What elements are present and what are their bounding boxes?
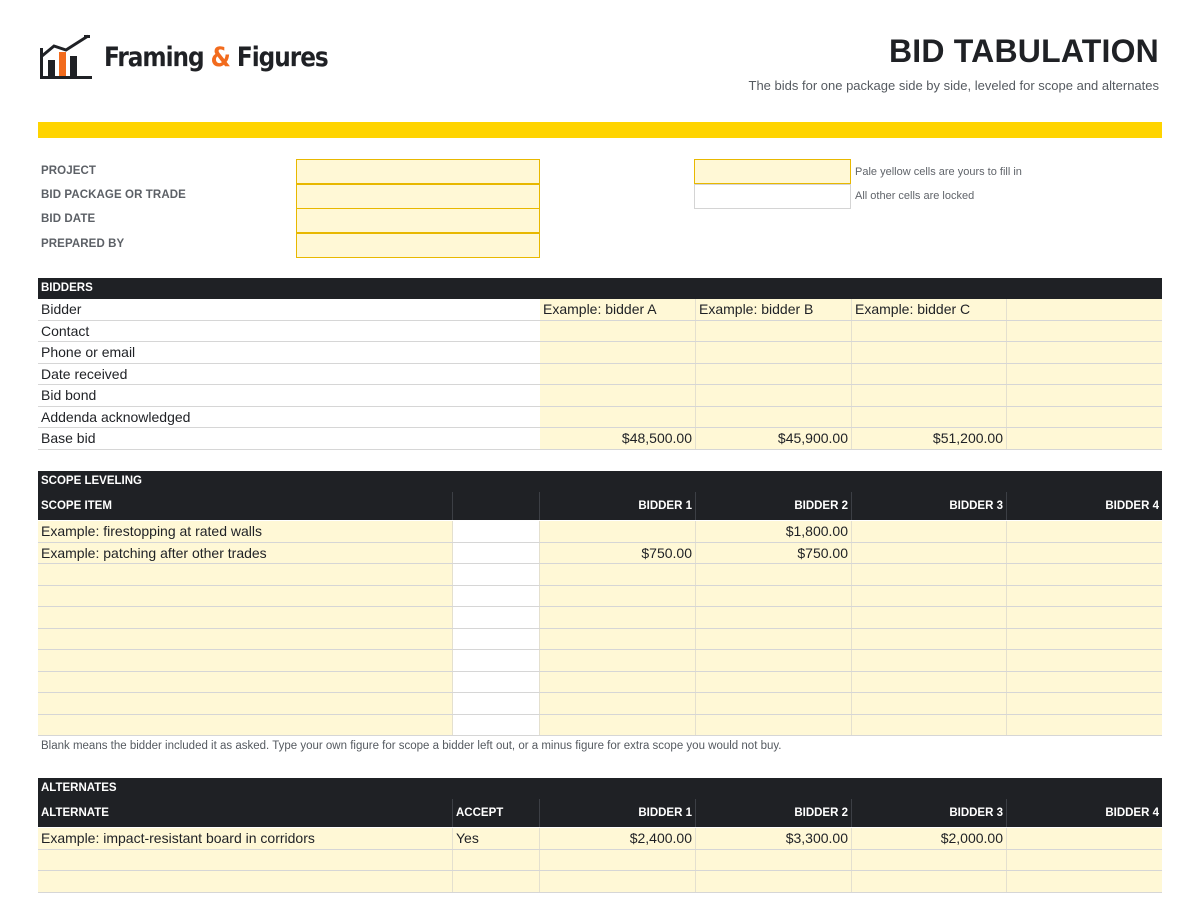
- col-bidder-1: BIDDER 1: [540, 799, 696, 827]
- bidder-1-cell[interactable]: [540, 672, 696, 693]
- col-bidder-4: BIDDER 4: [1105, 500, 1159, 512]
- bidder-1-cell[interactable]: [540, 871, 696, 892]
- scope-item-cell[interactable]: [38, 715, 453, 736]
- addenda-row-label: Addenda acknowledged: [38, 407, 540, 428]
- bidder-2-cell[interactable]: $750.00: [696, 543, 852, 564]
- brand-name: Framing & Figures: [104, 41, 328, 73]
- scope-spacer-cell: [453, 607, 540, 628]
- bidder-4-cell[interactable]: [1007, 871, 1162, 892]
- page-subtitle: The bids for one package side by side, leveled for scope and alternates: [748, 78, 1159, 93]
- alternate-item-cell[interactable]: Example: impact-resistant board in corridors: [38, 828, 453, 849]
- bidders-section-header: BIDDERS: [38, 278, 1162, 299]
- bidder-1-cell[interactable]: [540, 586, 696, 607]
- bidder-3-addenda[interactable]: [852, 407, 1007, 428]
- bidder-4-cell[interactable]: [1007, 607, 1162, 628]
- bidder-2-base-bid[interactable]: $45,900.00: [696, 428, 852, 449]
- bidder-2-date-received[interactable]: [696, 364, 852, 385]
- bidder-4-contact[interactable]: [1007, 321, 1162, 342]
- table-row: [38, 299, 1162, 321]
- scope-table-header: [38, 492, 1162, 520]
- col-bidder-3: BIDDER 3: [852, 492, 1007, 520]
- table-row: [38, 586, 1162, 608]
- bidder-3-cell[interactable]: [852, 586, 1007, 607]
- table-row: [38, 521, 1162, 543]
- header-divider-band: [38, 122, 1162, 138]
- bid-date-field[interactable]: [296, 208, 540, 233]
- bidder-1-bid-bond[interactable]: [540, 385, 696, 406]
- scope-spacer-cell: [453, 586, 540, 607]
- bidder-3-cell[interactable]: [852, 850, 1007, 871]
- bidder-3-cell[interactable]: [852, 715, 1007, 736]
- bidder-3-cell[interactable]: [852, 607, 1007, 628]
- bidder-2-addenda[interactable]: [696, 407, 852, 428]
- bidder-2-cell[interactable]: [696, 650, 852, 671]
- brand-logo: [38, 34, 364, 80]
- bidder-4-cell[interactable]: [1007, 543, 1162, 564]
- table-row: [38, 629, 1162, 651]
- page-title: BID TABULATION: [888, 33, 1159, 69]
- bidder-2-cell[interactable]: [696, 715, 852, 736]
- accept-cell[interactable]: [453, 871, 540, 892]
- col-accept: ACCEPT: [453, 799, 540, 827]
- bidder-4-cell[interactable]: [1007, 850, 1162, 871]
- bidder-2-cell[interactable]: [696, 871, 852, 892]
- bidder-1-cell[interactable]: [540, 607, 696, 628]
- bidder-2-cell[interactable]: $3,300.00: [696, 828, 852, 849]
- bidder-1-date-received[interactable]: [540, 364, 696, 385]
- bidder-2-cell[interactable]: [696, 564, 852, 585]
- alternate-item-cell[interactable]: [38, 850, 453, 871]
- bidder-4-cell[interactable]: [1007, 672, 1162, 693]
- table-row: [38, 715, 1162, 737]
- bidder-3-name[interactable]: Example: bidder C: [852, 299, 1007, 320]
- bidder-4-cell[interactable]: [1007, 564, 1162, 585]
- legend-locked-swatch: [694, 184, 851, 209]
- table-row: [38, 871, 1162, 893]
- bidder-4-addenda[interactable]: [1007, 407, 1162, 428]
- scope-item-cell[interactable]: [38, 586, 453, 607]
- bar-chart-icon: [38, 34, 94, 80]
- col-scope-blank: [453, 492, 540, 520]
- alternate-item-cell[interactable]: [38, 871, 453, 892]
- table-row: [38, 321, 1162, 343]
- bidder-1-phone[interactable]: [540, 342, 696, 363]
- scope-item-cell[interactable]: [38, 629, 453, 650]
- bidder-2-name[interactable]: Example: bidder B: [696, 299, 852, 320]
- bidder-2-contact[interactable]: [696, 321, 852, 342]
- bidder-2-cell[interactable]: [696, 672, 852, 693]
- bidder-3-base-bid[interactable]: $51,200.00: [852, 428, 1007, 449]
- table-row: [38, 543, 1162, 565]
- contact-row-label: Contact: [38, 321, 540, 342]
- bidder-1-cell[interactable]: [540, 650, 696, 671]
- bidder-3-cell[interactable]: [852, 564, 1007, 585]
- bidder-1-base-bid[interactable]: $48,500.00: [540, 428, 696, 449]
- scope-spacer-cell: [453, 629, 540, 650]
- bidder-1-cell[interactable]: [540, 715, 696, 736]
- bidder-1-name[interactable]: Example: bidder A: [540, 299, 696, 320]
- accept-cell[interactable]: Yes: [453, 828, 540, 849]
- legend-fill-swatch: [694, 159, 851, 184]
- scope-item-cell[interactable]: [38, 672, 453, 693]
- bidder-3-cell[interactable]: [852, 871, 1007, 892]
- alternates-section-header: ALTERNATES: [38, 778, 1162, 799]
- bidder-4-cell[interactable]: [1007, 715, 1162, 736]
- table-row: [38, 428, 1162, 450]
- bidder-1-cell[interactable]: [540, 693, 696, 714]
- legend-locked-text: All other cells are locked: [855, 190, 975, 202]
- bidder-4-cell[interactable]: [1007, 521, 1162, 542]
- prepared-by-label: PREPARED BY: [41, 238, 125, 250]
- scope-spacer-cell: [453, 672, 540, 693]
- scope-item-cell[interactable]: [38, 693, 453, 714]
- bidder-1-cell[interactable]: [540, 521, 696, 542]
- table-row: [38, 650, 1162, 672]
- table-row: [38, 385, 1162, 407]
- bidder-3-cell[interactable]: [852, 693, 1007, 714]
- bidder-2-bid-bond[interactable]: [696, 385, 852, 406]
- bidder-3-cell[interactable]: [852, 629, 1007, 650]
- scope-spacer-cell: [453, 715, 540, 736]
- table-row: [38, 828, 1162, 850]
- scope-item-cell[interactable]: [38, 607, 453, 628]
- col-scope-item: SCOPE ITEM: [38, 492, 453, 520]
- bidder-row-label: Bidder: [38, 299, 540, 320]
- table-row: [38, 364, 1162, 386]
- bidder-2-cell[interactable]: $1,800.00: [696, 521, 852, 542]
- bidder-4-cell[interactable]: [1007, 693, 1162, 714]
- scope-spacer-cell: [453, 693, 540, 714]
- col-bidder-2: BIDDER 2: [696, 492, 852, 520]
- bidder-1-cell[interactable]: [540, 850, 696, 871]
- col-bidder-4: BIDDER 4: [1105, 807, 1159, 819]
- bidder-1-cell[interactable]: [540, 564, 696, 585]
- project-label: PROJECT: [41, 165, 97, 177]
- scope-spacer-cell: [453, 543, 540, 564]
- col-bidder-1: BIDDER 1: [540, 492, 696, 520]
- bidder-3-cell[interactable]: $2,000.00: [852, 828, 1007, 849]
- bidder-4-phone[interactable]: [1007, 342, 1162, 363]
- bidder-4-date-received[interactable]: [1007, 364, 1162, 385]
- scope-item-cell[interactable]: Example: firestopping at rated walls: [38, 521, 453, 542]
- scope-item-cell[interactable]: [38, 564, 453, 585]
- bidder-3-cell[interactable]: [852, 521, 1007, 542]
- base-bid-row-label: Base bid: [38, 428, 540, 449]
- bidder-3-cell[interactable]: [852, 672, 1007, 693]
- bidder-2-cell[interactable]: [696, 850, 852, 871]
- col-bidder-3: BIDDER 3: [852, 799, 1007, 827]
- scope-spacer-cell: [453, 650, 540, 671]
- bidder-2-cell[interactable]: [696, 629, 852, 650]
- bidder-3-phone[interactable]: [852, 342, 1007, 363]
- bid-package-label: BID PACKAGE OR TRADE: [41, 189, 186, 201]
- bidder-1-contact[interactable]: [540, 321, 696, 342]
- bidder-4-cell[interactable]: [1007, 650, 1162, 671]
- scope-spacer-cell: [453, 564, 540, 585]
- bid-bond-row-label: Bid bond: [38, 385, 540, 406]
- scope-leveling-section-header: SCOPE LEVELING: [38, 471, 1162, 492]
- table-row: [38, 607, 1162, 629]
- bidder-3-cell[interactable]: [852, 543, 1007, 564]
- bidder-3-bid-bond[interactable]: [852, 385, 1007, 406]
- project-field[interactable]: [296, 159, 540, 184]
- table-row: [38, 693, 1162, 715]
- bidder-2-phone[interactable]: [696, 342, 852, 363]
- bidder-2-cell[interactable]: [696, 693, 852, 714]
- bidder-1-addenda[interactable]: [540, 407, 696, 428]
- bidder-4-cell[interactable]: [1007, 629, 1162, 650]
- bidder-2-cell[interactable]: [696, 586, 852, 607]
- col-alternate: ALTERNATE: [38, 799, 453, 827]
- scope-item-cell[interactable]: Example: patching after other trades: [38, 543, 453, 564]
- bidder-3-contact[interactable]: [852, 321, 1007, 342]
- bid-date-label: BID DATE: [41, 213, 96, 225]
- bidder-3-cell[interactable]: [852, 650, 1007, 671]
- table-row: [38, 672, 1162, 694]
- bidder-4-cell[interactable]: [1007, 586, 1162, 607]
- scope-leveling-note: Blank means the bidder included it as asked. Type your own figure for scope a bidder left out, or a minus figure for extra scope you would not buy.: [41, 740, 782, 752]
- scope-spacer-cell: [453, 521, 540, 542]
- legend-fill-text: Pale yellow cells are yours to fill in: [855, 166, 1022, 178]
- table-row: [38, 407, 1162, 429]
- accept-cell[interactable]: [453, 850, 540, 871]
- date-received-row-label: Date received: [38, 364, 540, 385]
- prepared-by-field[interactable]: [296, 233, 540, 258]
- phone-row-label: Phone or email: [38, 342, 540, 363]
- scope-item-cell[interactable]: [38, 650, 453, 671]
- bidder-4-base-bid[interactable]: [1007, 428, 1162, 449]
- bidder-4-cell[interactable]: [1007, 828, 1162, 849]
- table-row: [38, 850, 1162, 872]
- alternates-table-header: [38, 799, 1162, 827]
- table-row: [38, 564, 1162, 586]
- bidder-4-bid-bond[interactable]: [1007, 385, 1162, 406]
- bidder-1-cell[interactable]: $2,400.00: [540, 828, 696, 849]
- bid-package-field[interactable]: [296, 184, 540, 209]
- bidder-2-cell[interactable]: [696, 607, 852, 628]
- col-bidder-2: BIDDER 2: [696, 799, 852, 827]
- bidder-1-cell[interactable]: [540, 629, 696, 650]
- bidder-4-name[interactable]: [1007, 299, 1162, 320]
- bidder-3-date-received[interactable]: [852, 364, 1007, 385]
- bidder-1-cell[interactable]: $750.00: [540, 543, 696, 564]
- table-row: [38, 342, 1162, 364]
